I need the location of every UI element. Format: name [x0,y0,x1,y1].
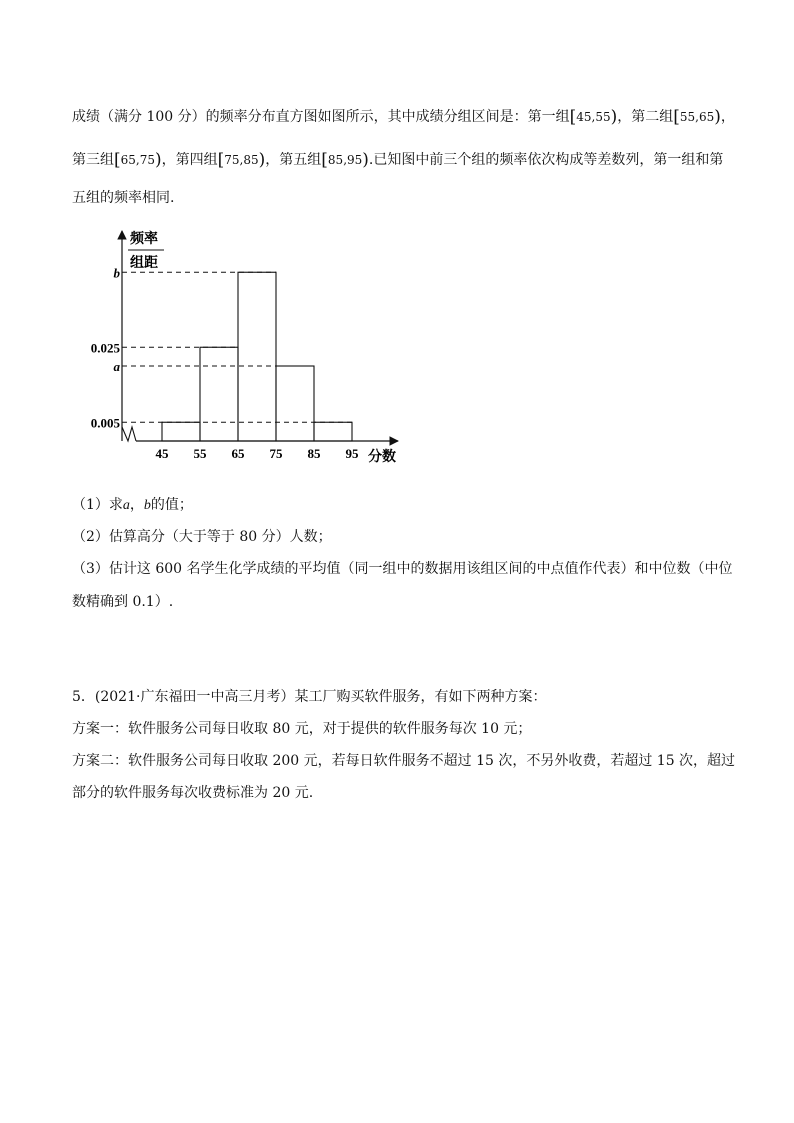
intro-text: ，第四组 [161,152,218,168]
histogram-bar-1 [162,422,200,441]
y-label-numerator: 频率 [130,232,158,247]
y-tick-label-0_025: 0.025 [90,340,120,356]
question-1 [72,494,193,514]
y-tick-label-0_005: 0.005 [90,415,120,431]
interval-g5: [85,95) [321,150,369,170]
x-tick-label-85: 85 [307,446,321,461]
intro-line-2 [72,149,723,169]
frequency-histogram [80,225,420,470]
intro-line-1 [72,106,735,126]
histogram-bar-2 [200,347,238,441]
x-tick-label-95: 95 [345,446,359,461]
question-3-line-1: （3）估计这 600 名学生化学成绩的平均值（同一组中的数据用该组区间的中点值作代表）和中位数（中位 [72,561,733,577]
intro-text: 五组的频率相同. [72,190,175,206]
interval-g2: [55,65) [673,107,721,127]
interval-g4: [75,85) [217,150,266,170]
histogram-bar-4 [276,366,314,441]
x-tick-label-65: 65 [231,446,245,461]
problem-5-plan-1: 方案一：软件服务公司每日收取 80 元，对于提供的软件服务每次 10 元； [72,721,532,737]
y-tick-label-b: b [113,265,120,281]
problem-5-title: 5．(2021·广东福田一中高三月考）某工厂购买软件服务，有如下两种方案： [72,689,547,705]
intro-text: 第三组 [72,152,114,168]
x-tick-label-45: 45 [155,446,169,461]
question-2: （2）估算高分（大于等于 80 分）人数； [72,529,332,545]
intro-text: ，第二组 [617,109,674,125]
q1-text: （1）求 [72,497,123,513]
intro-line-3 [72,187,174,207]
q1-var-b: b [143,498,151,513]
x-tick-label-55: 55 [193,446,207,461]
q1-sep: ， [129,497,144,513]
histogram-bar-3 [238,272,276,441]
histogram-bar-5 [314,422,352,441]
problem-5-plan-2-line-2: 部分的软件服务每次收费标准为 20 元. [72,785,314,801]
q1-var-a: a [122,498,130,513]
intro-text: ， [720,109,735,125]
intro-text: 成绩（满分 100 分）的频率分布直方图如图所示，其中成绩分组区间是：第一组 [72,109,570,125]
q1-text-end: 的值； [150,497,193,513]
x-label: 分数 [368,450,396,465]
interval-g1: [45,55) [569,107,618,127]
y-label-denominator: 组距 [130,256,158,271]
intro-text: .已知图中前三个组的频率依次构成等差数列，第一组和第 [368,152,724,168]
y-tick-label-a: a [113,359,120,374]
question-3-line-2: 数精确到 0.1）. [72,594,174,610]
intro-text: ，第五组 [265,152,322,168]
axis-break [122,427,136,441]
x-tick-label-75: 75 [269,446,283,461]
interval-g3: [65,75) [114,150,162,170]
problem-5-plan-2-line-1: 方案二：软件服务公司每日收取 200 元，若每日软件服务不超过 15 次，不另外收费，若超过 15 次，超过 [72,753,736,769]
